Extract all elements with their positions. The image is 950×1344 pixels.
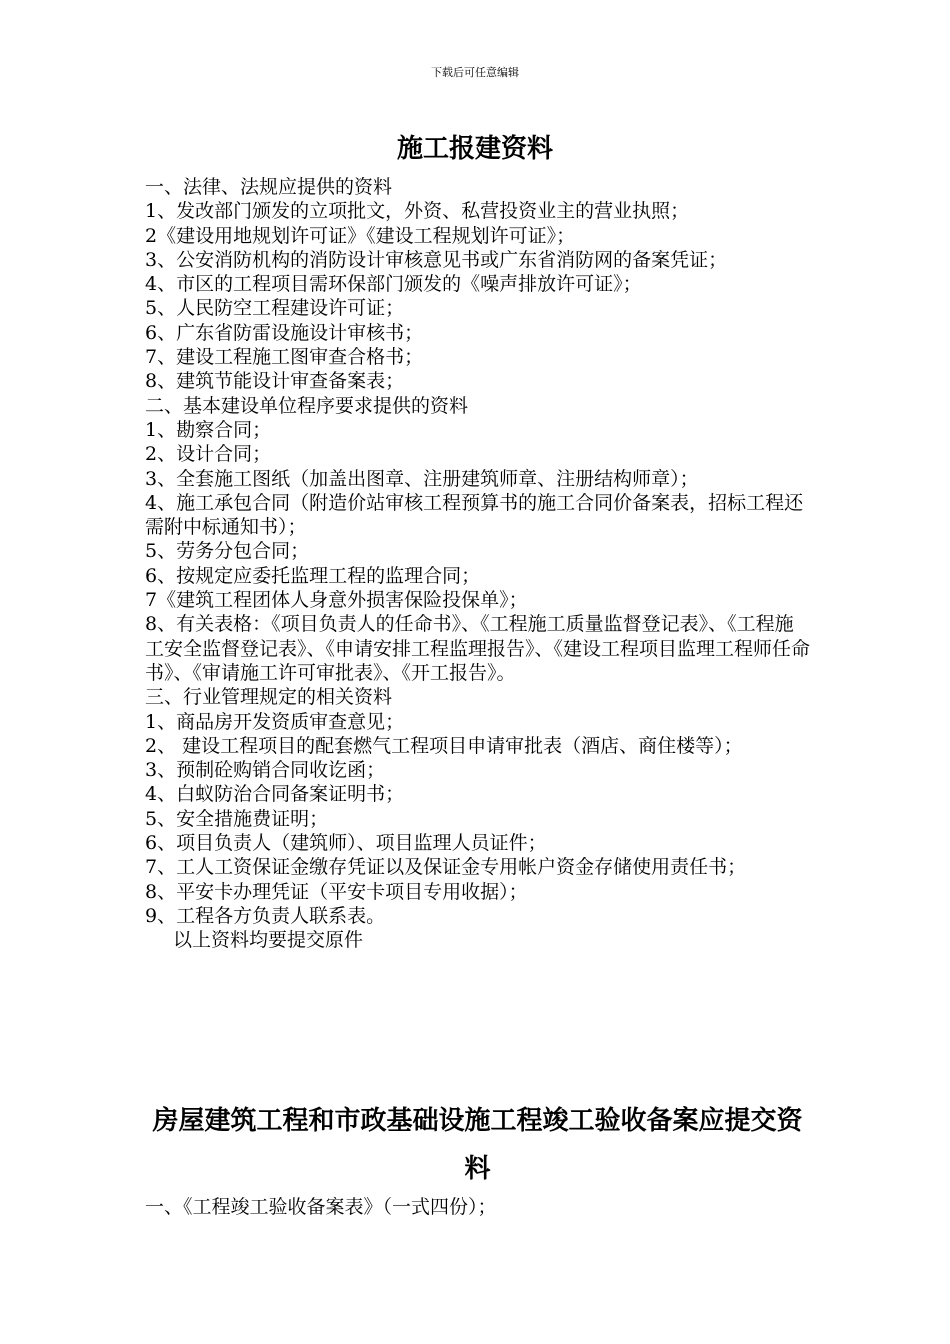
list-item: 7、建设工程施工图审查合格书； <box>145 346 424 369</box>
list-item: 3、公安消防机构的消防设计审核意见书或广东省消防网的备案凭证； <box>145 248 728 271</box>
section-2-body <box>145 1195 810 1219</box>
section-heading: 二、基本建设单位程序要求提供的资料 <box>145 394 469 417</box>
section-heading: 三、行业管理规定的相关资料 <box>145 686 393 709</box>
list-item: 4、施工承包合同（附造价站审核工程预算书的施工合同价备案表，招标工程还需附中标通知书）； <box>145 491 804 539</box>
list-item: 7、工人工资保证金缴存凭证以及保证金专用帐户资金存储使用责任书； <box>145 856 747 879</box>
list-item: 8、平安卡办理凭证（平安卡项目专用收据）； <box>145 880 528 903</box>
list-item: 4、白蚁防治合同备案证明书； <box>145 783 405 806</box>
list-item: 6、项目负责人（建筑师）、项目监理人员证件； <box>145 832 547 855</box>
page-title: 施工报建资料 <box>396 134 553 164</box>
list-item: 3、全套施工图纸（加盖出图章、注册建筑师章、注册结构师章）； <box>145 467 699 490</box>
list-item: 9、工程各方负责人联系表。 <box>145 904 386 927</box>
header-note: 下载后可任意编辑 <box>431 66 519 79</box>
closing-note: 以上资料均要提交原件 <box>173 929 364 952</box>
list-item: 一、《工程竣工验收备案表》（一式四份）； <box>145 1196 497 1218</box>
section-heading: 一、法律、法规应提供的资料 <box>145 176 393 198</box>
list-item: 8、有关表格：《项目负责人的任命书》、《工程施工质量监督登记表》、《工程施工安全监督登记表》、《申请安排工程监理报告》、《建设工程项目监理工程师任命书》、《审请施工许可审批表》、《开工报告》。 <box>145 613 811 684</box>
section-2-title: 房屋建筑工程和市政基础设施工程竣工验收备案应提交资料 <box>152 1106 803 1184</box>
list-item: 8、建筑节能设计审查备案表； <box>145 370 405 393</box>
list-item: 5、劳务分包合同； <box>145 540 310 563</box>
list-item: 1、勘察合同； <box>145 418 272 441</box>
section-1-body <box>145 175 810 953</box>
list-item: 7《建筑工程团体人身意外损害保险投保单》； <box>145 589 528 612</box>
list-item: 2、 建设工程项目的配套燃气工程项目申请审批表（酒店、商住楼等）； <box>145 734 743 757</box>
list-item: 2《建设用地规划许可证》《建设工程规划许可证》； <box>145 224 576 247</box>
list-item: 2、设计合同； <box>145 443 272 466</box>
list-item: 5、安全措施费证明； <box>145 807 329 830</box>
list-item: 6、广东省防雷设施设计审核书； <box>145 321 424 344</box>
list-item: 5、人民防空工程建设许可证； <box>145 297 405 320</box>
list-item: 6、按规定应委托监理工程的监理合同； <box>145 564 481 587</box>
list-item: 4、市区的工程项目需环保部门颁发的《噪声排放许可证》； <box>145 273 642 296</box>
list-item: 1、商品房开发资质审查意见； <box>145 710 405 733</box>
list-item: 1、发改部门颁发的立项批文，外资、私营投资业主的营业执照； <box>145 200 690 223</box>
list-item: 3、预制砼购销合同收讫函； <box>145 759 386 782</box>
